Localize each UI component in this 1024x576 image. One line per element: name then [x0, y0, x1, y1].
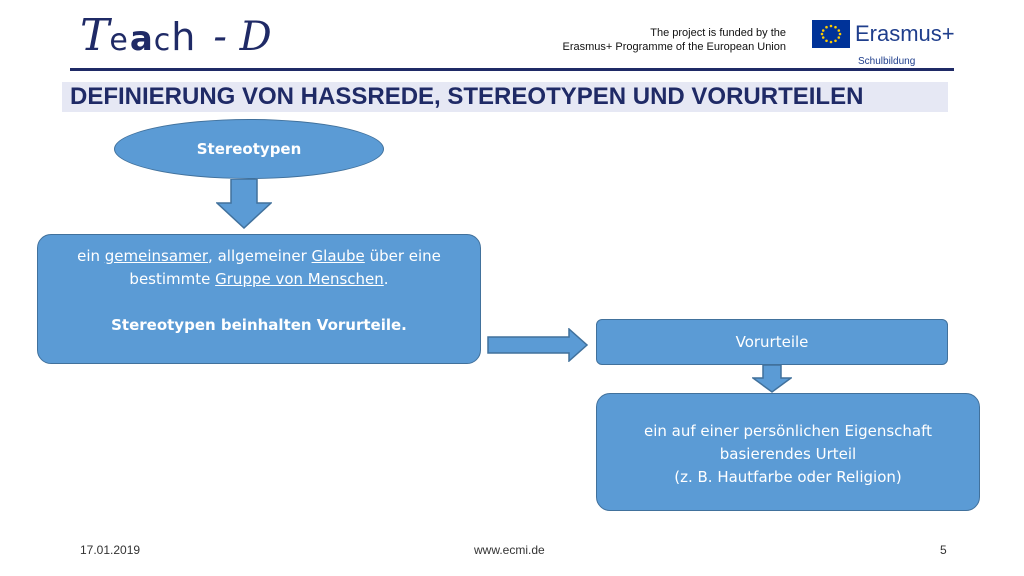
term-glaube: Glaube	[311, 247, 365, 265]
vorurteile-definition-box	[596, 393, 980, 511]
funding-notice	[486, 26, 786, 54]
definition-line-2: bestimmte Gruppe von Menschen.	[129, 270, 389, 288]
funding-line-2: Erasmus+ Programme of the European Union	[562, 41, 786, 53]
erasmus-subtitle: Schulbildung	[858, 56, 916, 67]
erasmus-logo-text: Erasmus+	[855, 21, 955, 46]
vorurteile-label: Vorurteile	[735, 333, 809, 351]
term-gemeinsamer: gemeinsamer	[104, 247, 209, 265]
footer-date: 17.01.2019	[80, 543, 141, 557]
vorurteile-def-line-2: basierendes Urteil	[719, 445, 857, 463]
vorurteile-def-line-1: ein auf einer persönlichen Eigenschaft	[643, 422, 933, 440]
slide-title: DEFINIERUNG VON HASSREDE, STEREOTYPEN UND VORURTEILEN	[70, 83, 864, 110]
down-arrow-icon	[216, 179, 272, 229]
stereotypen-label: Stereotypen	[196, 140, 302, 158]
header-divider	[70, 68, 954, 71]
stereotypen-oval	[114, 119, 384, 179]
term-gruppe: Gruppe von Menschen	[215, 270, 384, 288]
footer-url[interactable]: www.ecmi.de	[474, 543, 545, 557]
stereotypen-definition-box	[37, 234, 481, 364]
vorurteile-def-line-3: (z. B. Hautfarbe oder Religion)	[674, 468, 902, 486]
right-arrow-icon	[487, 328, 589, 362]
vorurteile-box	[596, 319, 948, 365]
definition-conclusion: Stereotypen beinhalten Vorurteile.	[111, 316, 407, 334]
small-down-arrow-icon	[752, 365, 792, 393]
funding-line-1: The project is funded by the	[650, 27, 786, 39]
teach-d-logo: T e a c h - D	[80, 10, 272, 61]
page-number: 5	[940, 543, 947, 557]
definition-line-1: ein gemeinsamer, allgemeiner Glaube über eine	[77, 247, 441, 265]
eu-flag-icon	[812, 20, 850, 48]
